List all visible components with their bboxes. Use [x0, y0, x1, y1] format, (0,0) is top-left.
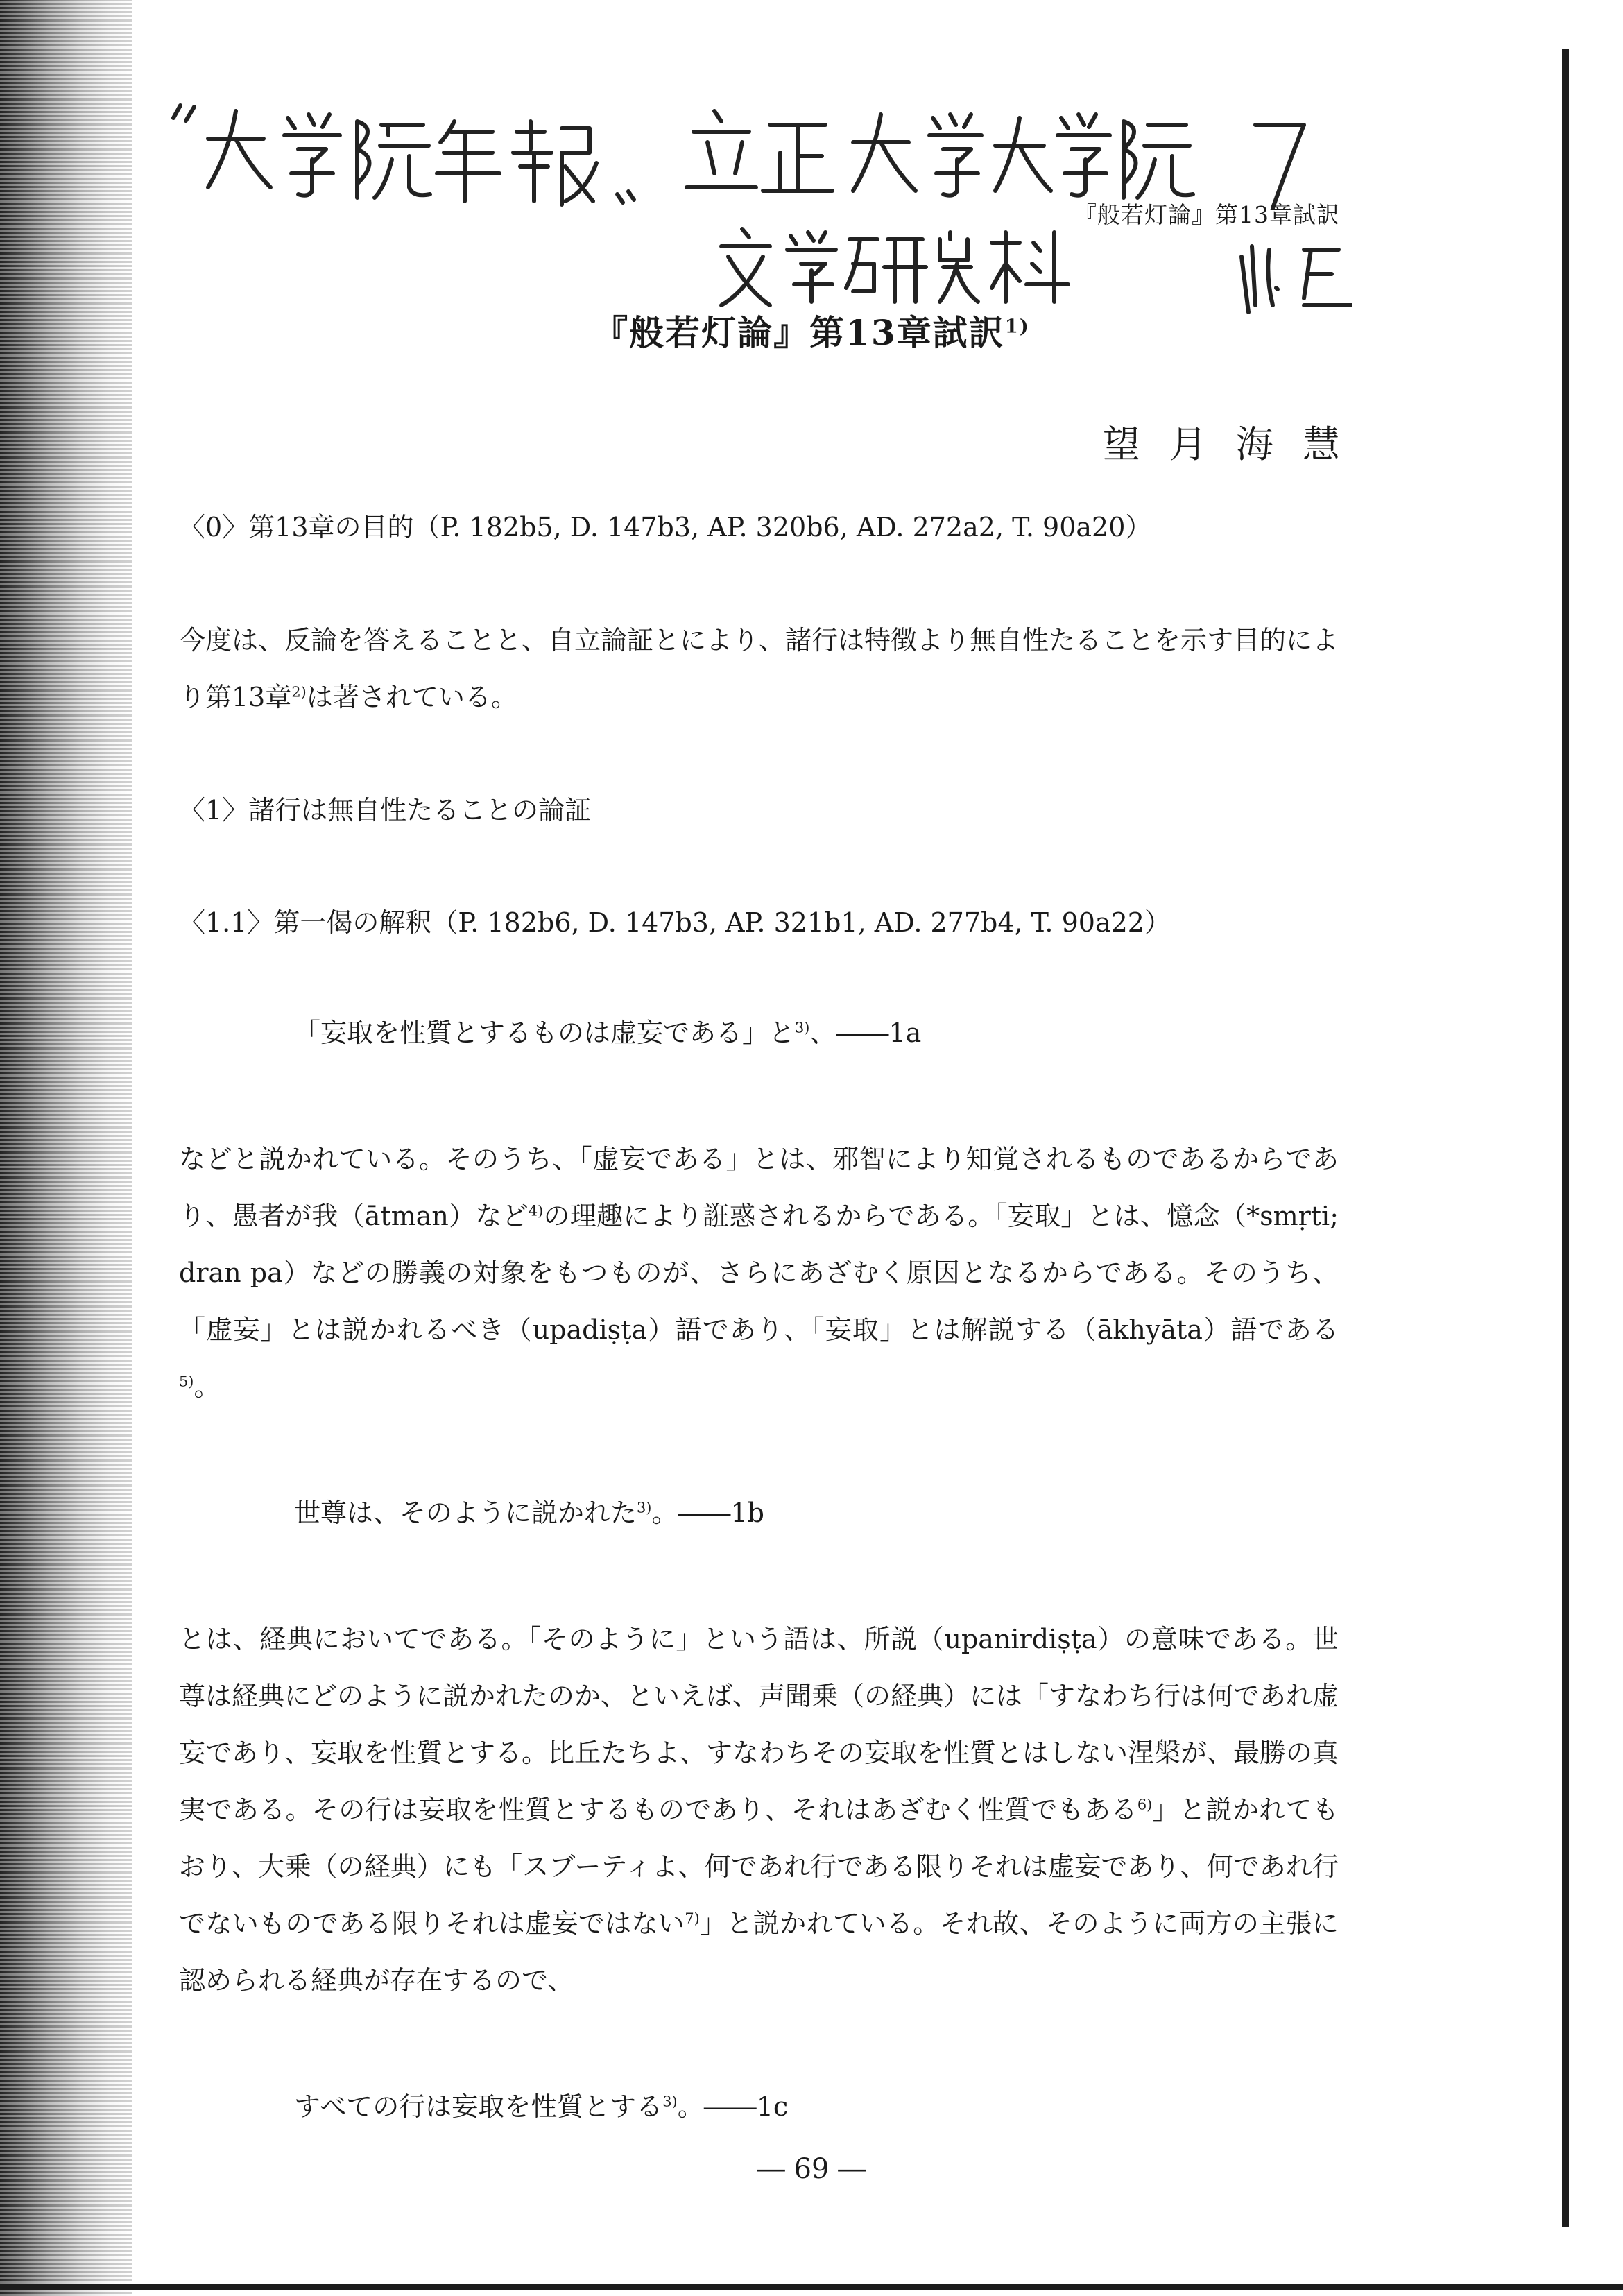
section-heading-1: 〈1〉諸行は無自性たることの論証 — [179, 795, 592, 825]
paragraph-purpose: 今度は、反論を答えることと、自立論証とにより、諸行は特徴より無自性たることを示す目的により第13章$^{2)}$は著されている。 — [179, 625, 1339, 712]
scan-bottom-border — [0, 2284, 1623, 2290]
verse-1a: 「妄取を性質とするものは虚妄である」と$^{3)}$、――1a — [294, 1018, 922, 1048]
note-ref: 6) — [1137, 1796, 1153, 1813]
scan-right-border — [1562, 49, 1569, 2227]
running-head: 『般若灯論』第13章試訳 — [1074, 201, 1340, 228]
paper-title — [0, 305, 1623, 355]
page-number: ― 69 ― — [757, 2153, 866, 2185]
note-ref: 3) — [637, 1499, 652, 1516]
section-heading-1-1: 〈1.1〉第一偈の解釈（P. 182b6, D. 147b3, AP. 321b1, AD. 277b4, T. 90a22） — [179, 907, 1171, 938]
title-note-ref: 1) — [1004, 315, 1030, 338]
verse-1c: すべての行は妄取を性質とする$^{3)}$。――1c — [294, 2091, 789, 2122]
note-ref: 5) — [179, 1373, 194, 1390]
paragraph-1b-commentary: とは、経典においてである。「そのように」という語は、所説（upanirdiṣṭa）の意味である。世尊は経典にどのように説かれたのか、といえば、声聞乗（の経典）には「すなわち行は何であれ虚妄であり、妄取を性質とする。比丘たちよ、すなわちその妄取を性質とはしない涅槃が、最勝の真実である。その行は妄取を性質とするものであり、それはあざむく性質でもある$^{6)}$」と説かれてもおり、大乗（の経典）にも「スブーティよ、何であれ行である限りそれは虚妄であり、何であれ行でないものである限りそれは虚妄ではない$^{7)}$」と説かれている。それ故、そのように両方の主張に認められる経典が存在するので、 — [179, 1624, 1339, 1996]
note-ref: 2) — [291, 683, 307, 701]
note-ref: 7) — [685, 1910, 700, 1927]
paragraph-1a-commentary: などと説かれている。そのうち、「虚妄である」とは、邪智により知覚されるものであるからであり、愚者が我（ātman）など$^{4)}$の理趣により誑惑されるからである。「妄取」とは、憶念（*smṛti; dran pa）などの勝義の対象をもつものが、さらにあざむく原因となるからである。そのうち、「虚妄」とは説かれるべき（upadiṣṭa）語であり、「妄取」とは解説する（ākhyāta）語である$^{5)}$。 — [179, 1144, 1339, 1402]
note-ref: 3) — [795, 1019, 810, 1036]
verse-1b: 世尊は、そのように説かれた$^{3)}$。――1b — [294, 1498, 764, 1528]
note-ref: 3) — [662, 2093, 678, 2110]
section-heading-0: 〈0〉第13章の目的（P. 182b5, D. 147b3, AP. 320b6, AD. 272a2, T. 90a20） — [179, 512, 1152, 542]
note-ref: 4) — [528, 1202, 544, 1219]
title-text: 『般若灯論』第13章試訳 — [593, 312, 1005, 353]
article-body — [179, 499, 1339, 2135]
author-name: 望月海慧 — [1103, 422, 1369, 466]
